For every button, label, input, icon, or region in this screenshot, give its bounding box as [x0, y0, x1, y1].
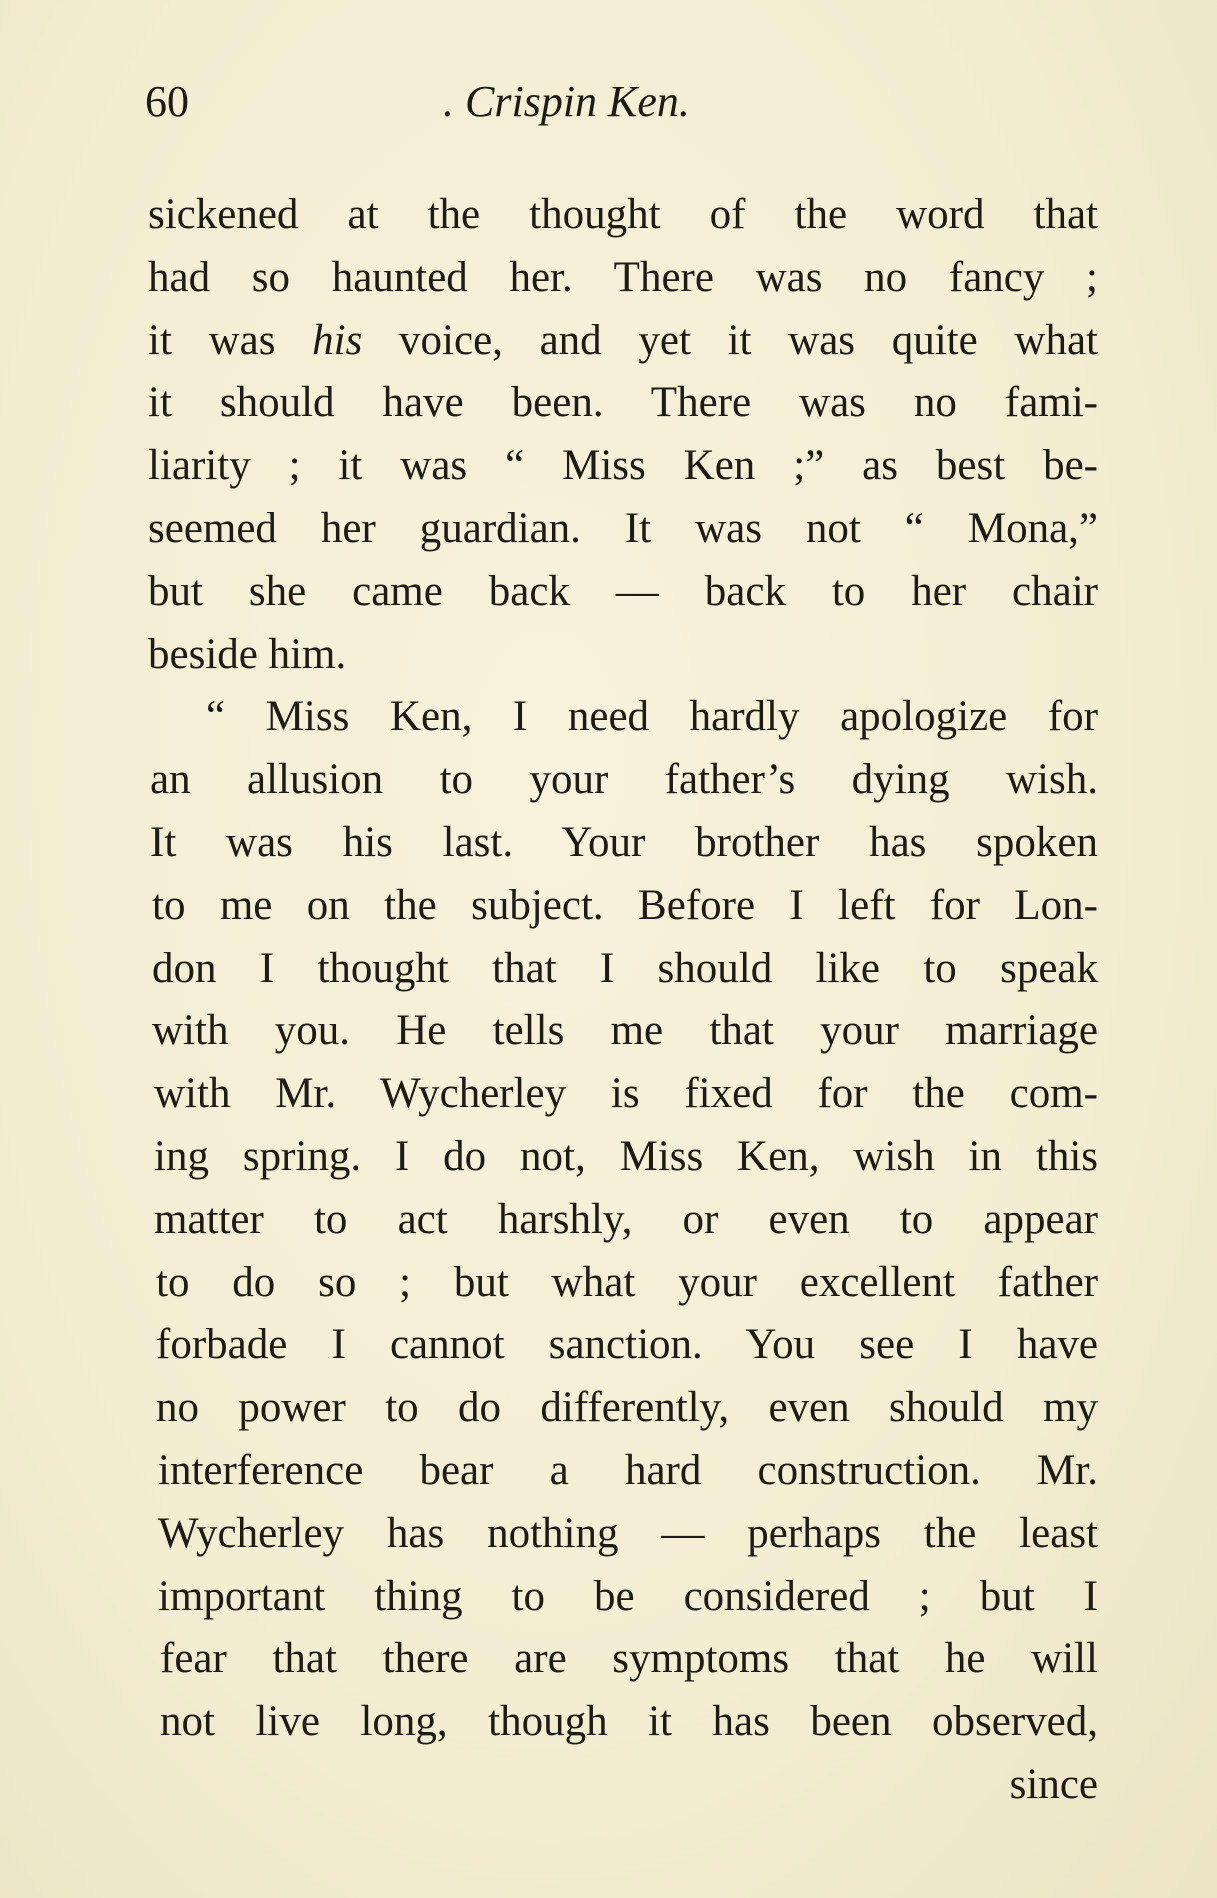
text-line: to me on the subject. Before I left for Lon-: [152, 881, 1098, 929]
text-line: not live long, though it has been observed,: [160, 1698, 1098, 1746]
text-line: ing spring. I do not, Miss Ken, wish in this: [154, 1132, 1098, 1180]
page-header: [145, 72, 1105, 132]
text-line: seemed her guardian. It was not “ Mona,”: [148, 504, 1098, 552]
body-text: [148, 184, 1098, 1817]
text-line: important thing to be considered ; but I: [158, 1572, 1098, 1620]
text-line: Wycherley has nothing — perhaps the least: [158, 1509, 1098, 1557]
text-line: beside him.: [148, 630, 347, 678]
text-line: don I thought that I should like to speak: [152, 944, 1098, 992]
text-line: It was his last. Your brother has spoken: [150, 818, 1098, 866]
text-line: with Mr. Wycherley is fixed for the com-: [154, 1070, 1098, 1118]
text-line: it should have been. There was no fami-: [148, 379, 1098, 427]
italic-word: his: [312, 316, 363, 364]
text-line: interference bear a hard construction. Mr.: [158, 1446, 1098, 1494]
text-line: fear that there are symptoms that he will: [160, 1635, 1098, 1683]
text-line: but she came back — back to her chair: [148, 567, 1098, 615]
page-number: 60: [145, 77, 189, 126]
text-line: no power to do differently, even should my: [156, 1384, 1098, 1432]
text-line: liarity ; it was “ Miss Ken ;” as best be-: [148, 442, 1098, 490]
catchword: since: [1009, 1760, 1098, 1808]
text-line: with you. He tells me that your marriage: [152, 1007, 1098, 1055]
text-line: it was his voice, and yet it was quite what: [148, 316, 1098, 364]
text-line: forbade I cannot sanction. You see I have: [156, 1321, 1098, 1369]
text-line: an allusion to your father’s dying wish.: [150, 756, 1098, 804]
text-line: matter to act harshly, or even to appear: [154, 1195, 1098, 1243]
text-line: had so haunted her. There was no fancy ;: [148, 253, 1098, 301]
paragraph-first-line: “ Miss Ken, I need hardly apologize for: [206, 693, 1098, 741]
text-line: sickened at the thought of the word that: [148, 191, 1098, 238]
text-line: to do so ; but what your excellent father: [156, 1258, 1098, 1306]
running-title: . Crispin Ken.: [443, 77, 690, 126]
